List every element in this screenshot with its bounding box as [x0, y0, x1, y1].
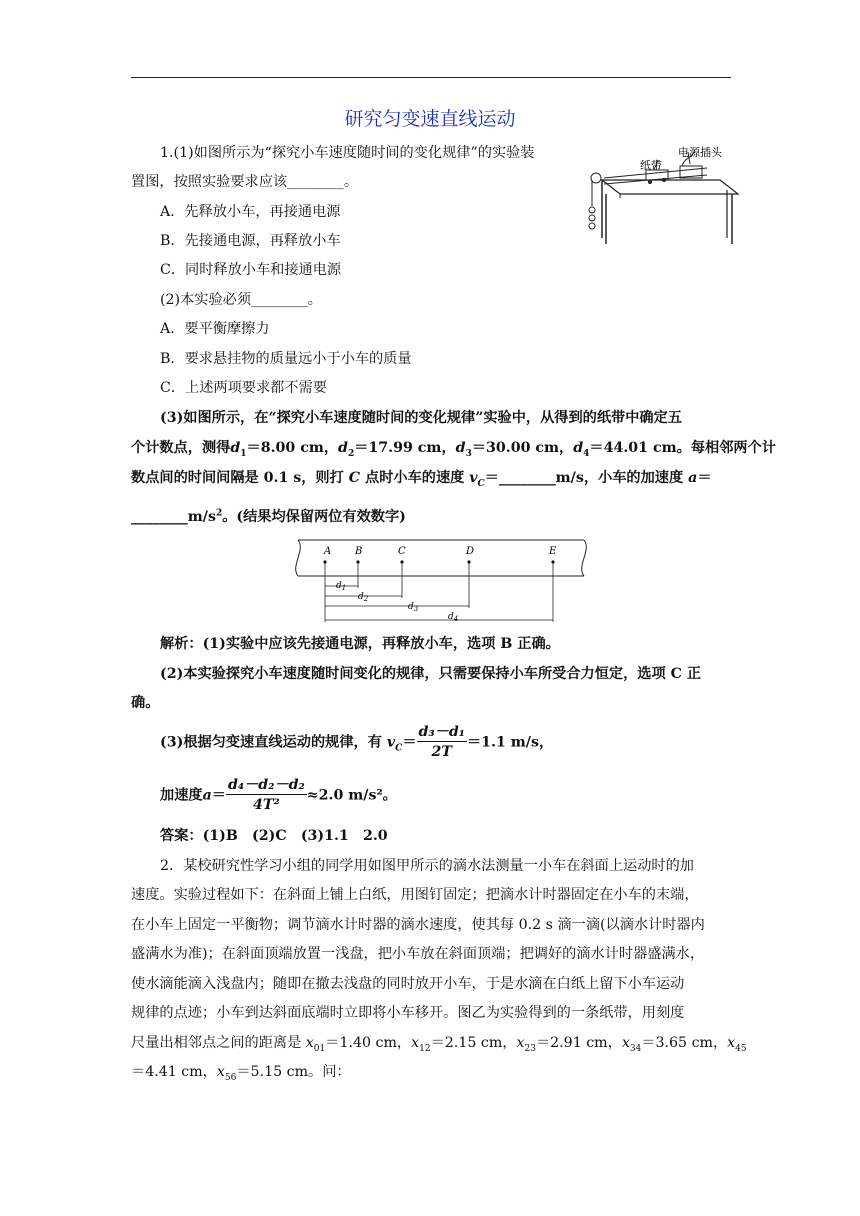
tape-point-a-label: A	[324, 546, 332, 557]
tape-point-e-label: E	[549, 546, 557, 557]
vc-fraction: $\frac{\text{d₃－d₁}}{2T}$	[418, 724, 465, 760]
q1-intro-line2: 置图，按照实验要求应该________。	[131, 174, 359, 190]
svg-text:d3: $d_3$	[408, 602, 419, 613]
q2-line2: 速度。实验过程如下：在斜面上铺上白纸，用图钉固定；把滴水计时器固定在小车的末端，	[131, 887, 699, 903]
q2-line5: 使水滴能滴入浅盘内；随即在撤去浅盘的同时放开小车，于是水滴在白纸上留下小车运动	[131, 976, 685, 992]
q2-line7: 尺量出相邻点之间的距离是 $x_{01}=1.40$ cm，$x_{12}=2.15$ cm，$x_{23}=2.91$ cm，$x_{34}=3.65$ cm，$x_{45}$	[131, 1035, 747, 1054]
q1-p3-line4: $\_\_\_\_\_\_\_\_m/s^2$。(结果均保留两位有效数字)	[131, 508, 406, 525]
q1-p1-option-a: A．先释放小车，再接通电源	[160, 204, 341, 220]
q1-p3-line3: 数点间的时间间隔是 0.1 s，则打 C 点时小车的速度 $v_C=\_\_\_\_\_\_\_\_m/s$，小车的加速度 a＝	[131, 470, 712, 489]
q1-p2-stem: (2)本实验必须________。	[160, 292, 322, 308]
q1-p2-option-a: A．要平衡摩擦力	[160, 321, 270, 337]
svg-text:d2: $d_2$	[358, 592, 369, 603]
svg-text:d4: $d_4$	[448, 612, 459, 623]
tape-figure	[292, 536, 592, 626]
q1-p3-line1: (3)如图所示，在“探究小车速度随时间的变化规律”实验中，从得到的纸带中确定五	[160, 410, 682, 426]
q2-line3: 在小车上固定一平衡物；调节滴水计时器的滴水速度，使其每 0.2 s 滴一滴(以滴水计时器内	[131, 917, 705, 933]
plug-label: 电源插头	[678, 146, 722, 159]
q2-line4: 盛满水为准)；在斜面顶端放置一浅盘，把小车放在斜面顶端；把调好的滴水计时器盛满水，	[131, 946, 705, 962]
analysis-line1: 解析：(1)实验中应该先接通电源，再释放小车，选项 B 正确。	[160, 636, 560, 652]
acc-fraction: $\frac{\text{d₄－d₂－d₂}}{\text{4T²}}$	[227, 777, 305, 813]
q1-p1-option-b: B．先接通电源，再释放小车	[160, 233, 341, 249]
answer-line: 答案：(1)B (2)C (3)1.1 2.0	[160, 828, 388, 844]
q1-intro-line1: 1.(1)如图所示为“探究小车速度随时间的变化规律”的实验装	[160, 145, 535, 161]
q1-p3-line2: 个计数点，测得$d_1=8.00$ cm，$d_2=17.99$ cm，$d_3=30.00$ cm，$d_4=44.01$ cm。每相邻两个计	[131, 440, 776, 459]
q2-line1: 2．某校研究性学习小组的同学用如图甲所示的滴水法测量一小车在斜面上运动时的加	[160, 858, 694, 874]
q1-p2-option-b: B．要求悬挂物的质量远小于小车的质量	[160, 351, 412, 367]
svg-text:d1: $d_1$	[336, 581, 347, 592]
tape-point-d-label: D	[466, 546, 475, 557]
analysis-line2: (2)本实验探究小车速度随时间变化的规律，只需要保持小车所受合力恒定，选项 C 正	[160, 666, 702, 682]
q1-p1-option-c: C．同时释放小车和接通电源	[160, 262, 342, 278]
q2-line8: ＝4.41 cm，$x_{56}=5.15$ cm。问：	[131, 1064, 351, 1083]
analysis-acc-formula: 加速度a＝ $\frac{\text{d₄－d₂－d₂}}{\text{4T²}}$ ≈2.0 m/s²。	[160, 777, 397, 813]
apparatus-figure	[582, 138, 742, 248]
page-title: 研究匀变速直线运动	[344, 108, 516, 130]
top-rule	[131, 77, 731, 78]
tape-point-b-label: B	[355, 546, 363, 557]
analysis-line3: 确。	[131, 695, 160, 711]
analysis-vc-formula: (3)根据匀变速直线运动的规律，有 $v_C=$ $\frac{\text{d₃－d₁}}{2T}$ ＝1.1 m/s，	[160, 724, 554, 760]
q1-p2-option-c: C．上述两项要求都不需要	[160, 380, 327, 396]
tape-point-c-label: C	[398, 546, 406, 557]
tape-label: 纸带	[640, 159, 662, 172]
q2-line6: 规律的点迹；小车到达斜面底端时立即将小车移开。图乙为实验得到的一条纸带，用刻度	[131, 1005, 685, 1021]
